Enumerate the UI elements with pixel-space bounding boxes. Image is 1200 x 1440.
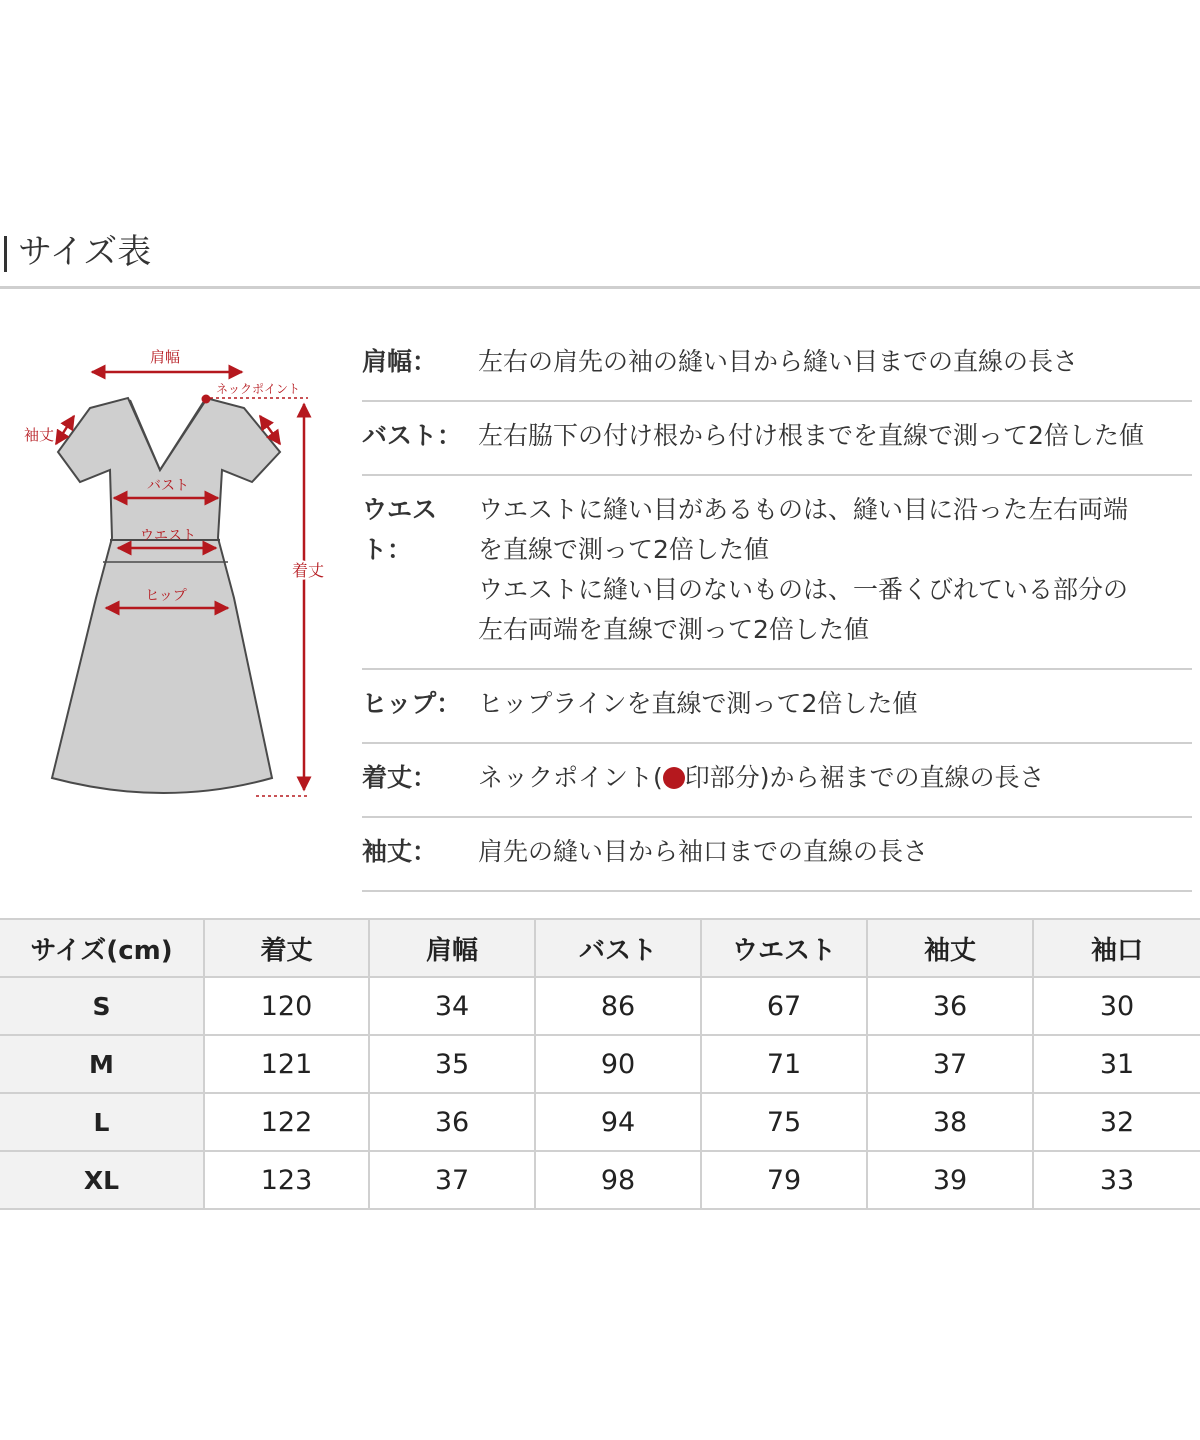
table-cell: 39 — [867, 1151, 1033, 1209]
table-cell: 75 — [701, 1093, 867, 1151]
definition-term: ヒップ： — [362, 689, 462, 718]
section-title: サイズ表 — [18, 232, 152, 272]
table-cell: 94 — [535, 1093, 701, 1151]
table-cell: 30 — [1033, 977, 1200, 1035]
table-cell: 36 — [867, 977, 1033, 1035]
definition-row-waist — [362, 476, 1192, 670]
table-cell: 32 — [1033, 1093, 1200, 1151]
size-label: S — [0, 977, 204, 1035]
definition-term: バスト： — [362, 421, 463, 450]
column-header: 着丈 — [204, 919, 369, 977]
table-cell: 67 — [701, 977, 867, 1035]
definition-row-sleeve — [362, 818, 1192, 892]
table-row — [0, 1093, 1200, 1151]
table-row — [0, 1035, 1200, 1093]
definition-description: 左右の肩先の袖の縫い目から縫い目までの直線の長さ — [478, 347, 1079, 376]
table-cell: 36 — [369, 1093, 535, 1151]
table-cell: 123 — [204, 1151, 369, 1209]
definition-description: ウエストに縫い目があるものは、縫い目に沿った左右両端 を直線で測って2倍した値 ウエストに縫い目のないものは、一番くびれている部分の 左右両端を直線で測って2倍した値 — [478, 495, 1129, 644]
definition-description: 肩先の縫い目から袖口までの直線の長さ — [478, 837, 929, 866]
neck-point-dot — [202, 395, 211, 404]
neck-point-dot-icon — [663, 767, 685, 789]
table-cell: 31 — [1033, 1035, 1200, 1093]
hip-label: ヒップ — [145, 587, 187, 603]
length-label: 着丈 — [291, 563, 325, 580]
definition-term: 袖丈： — [362, 837, 438, 866]
table-cell: 33 — [1033, 1151, 1200, 1209]
dress-measurement-diagram — [0, 330, 340, 820]
column-header: 肩幅 — [369, 919, 535, 977]
section-header — [0, 228, 1200, 289]
definition-term: 着丈： — [362, 763, 438, 792]
size-label: XL — [0, 1151, 204, 1209]
definition-description — [478, 758, 1192, 798]
definition-row-length — [362, 744, 1192, 818]
column-header: ウエスト — [701, 919, 867, 977]
definition-description: 左右脇下の付け根から付け根までを直線で測って2倍した値 — [478, 421, 1144, 450]
size-label: M — [0, 1035, 204, 1093]
shoulder-label: 肩幅 — [149, 349, 181, 366]
table-cell: 37 — [369, 1151, 535, 1209]
column-header: 袖口 — [1033, 919, 1200, 977]
definition-row-bust — [362, 402, 1192, 476]
definition-row-hip — [362, 670, 1192, 744]
definition-description: ヒップラインを直線で測って2倍した値 — [478, 689, 918, 718]
table-cell: 120 — [204, 977, 369, 1035]
column-header: サイズ(cm) — [0, 919, 204, 977]
table-cell: 98 — [535, 1151, 701, 1209]
table-cell: 35 — [369, 1035, 535, 1093]
table-cell: 121 — [204, 1035, 369, 1093]
definition-text-after: 印部分)から裾までの直線の長さ — [684, 763, 1045, 792]
table-cell: 37 — [867, 1035, 1033, 1093]
measurement-definitions — [362, 328, 1192, 892]
table-row — [0, 977, 1200, 1035]
bust-label: バスト — [147, 477, 189, 493]
table-header-row — [0, 919, 1200, 977]
table-cell: 122 — [204, 1093, 369, 1151]
column-header: 袖丈 — [867, 919, 1033, 977]
waist-label: ウエスト — [140, 527, 196, 543]
size-label: L — [0, 1093, 204, 1151]
table-cell: 86 — [535, 977, 701, 1035]
size-table — [0, 918, 1200, 1210]
table-cell: 90 — [535, 1035, 701, 1093]
sleeve-label: 袖丈 — [24, 427, 55, 444]
table-cell: 71 — [701, 1035, 867, 1093]
table-cell: 34 — [369, 977, 535, 1035]
neck-point-label: ネックポイント — [216, 382, 301, 396]
definition-row-shoulder — [362, 328, 1192, 402]
table-cell: 79 — [701, 1151, 867, 1209]
table-row — [0, 1151, 1200, 1209]
column-header: バスト — [535, 919, 701, 977]
definition-term: ウエスト： — [362, 495, 438, 564]
table-cell: 38 — [867, 1093, 1033, 1151]
definition-text-before: ネックポイント( — [478, 763, 663, 792]
title-accent-bar — [4, 236, 7, 272]
definition-term: 肩幅： — [362, 347, 438, 376]
